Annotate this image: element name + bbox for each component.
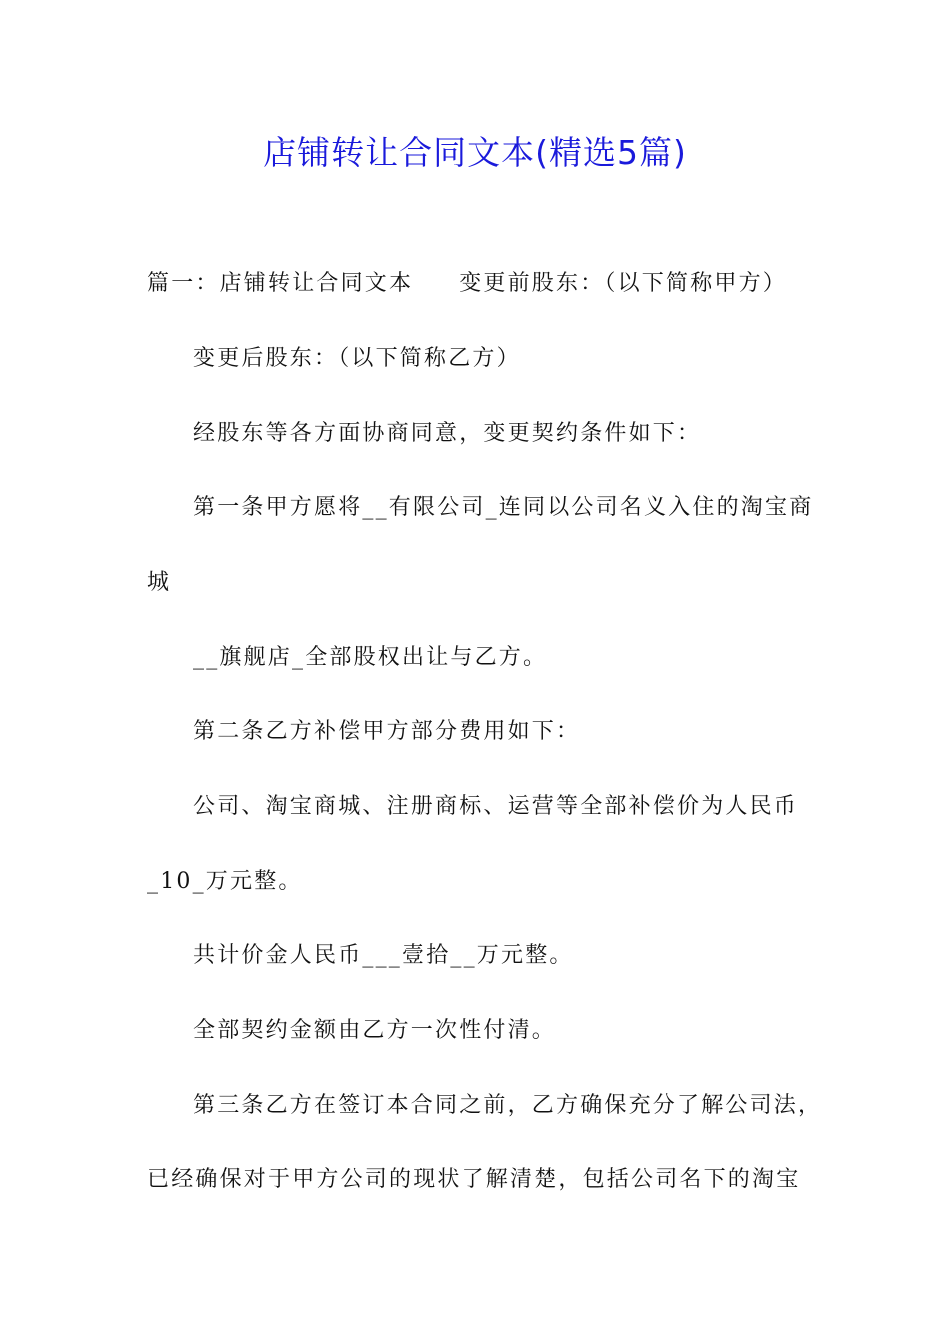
document-title: 店铺转让合同文本(精选5篇): [263, 133, 687, 172]
paragraph-line: [147, 268, 787, 300]
section-heading: 篇一：店铺转让合同文本: [147, 271, 414, 296]
paragraph-line: 公司、淘宝商城、注册商标、运营等全部补偿价为人民币: [193, 794, 799, 819]
paragraph-line: 第一条甲方愿将__有限公司_连同以公司名义入住的淘宝商: [193, 495, 814, 520]
paragraph-line: 城: [147, 570, 172, 595]
paragraph-line: _10_万元整。: [147, 869, 303, 894]
paragraph-line: 已经确保对于甲方公司的现状了解清楚，包括公司名下的淘宝: [147, 1167, 801, 1192]
paragraph-line: 第二条乙方补偿甲方部分费用如下：: [193, 719, 581, 744]
paragraph-line: 全部契约金额由乙方一次性付清。: [193, 1018, 557, 1043]
paragraph-line: 经股东等各方面协商同意，变更契约条件如下：: [193, 421, 702, 446]
paragraph-line: __旗舰店_全部股权出让与乙方。: [193, 645, 548, 670]
section-text: 变更前股东：（以下简称甲方）: [459, 271, 788, 296]
paragraph-line: 变更后股东：（以下简称乙方）: [193, 346, 521, 371]
paragraph-line: 第三条乙方在签订本合同之前，乙方确保充分了解公司法，: [193, 1093, 823, 1118]
paragraph-line: 共计价金人民币___壹拾__万元整。: [193, 943, 574, 968]
